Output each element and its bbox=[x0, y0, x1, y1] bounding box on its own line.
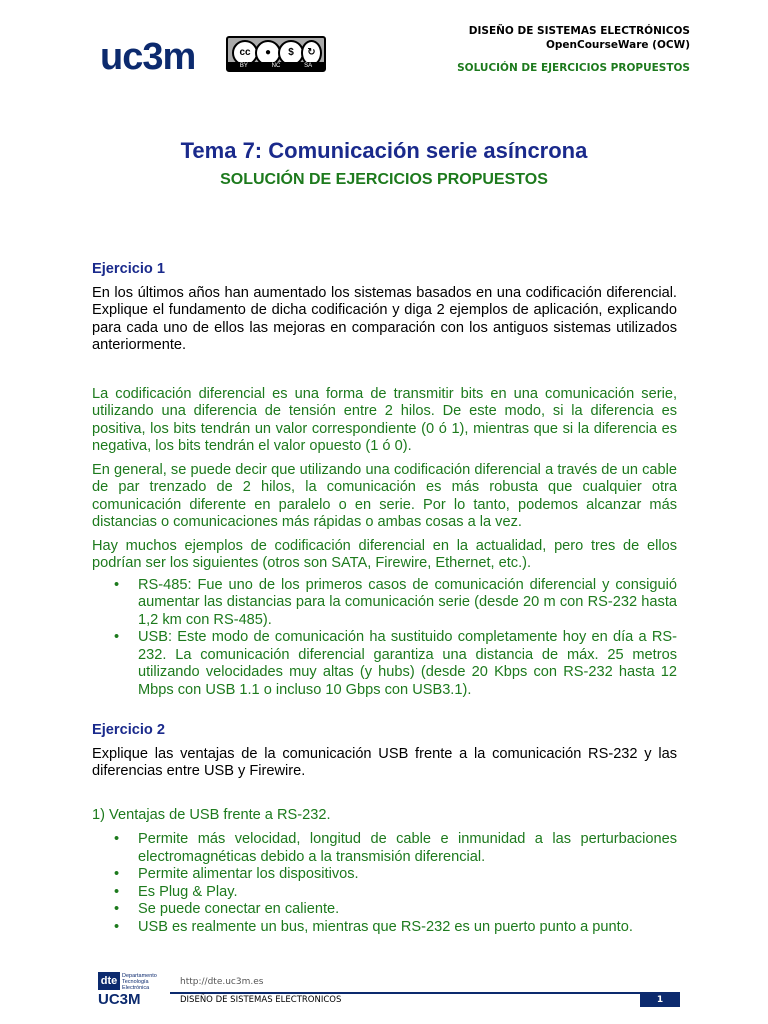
exercise2-heading: Ejercicio 2 bbox=[92, 722, 166, 738]
list-item: • USB es realmente un bus, mientras que RS-232 es un puerto punto a punto. bbox=[92, 919, 677, 937]
dept-line: Departamento bbox=[122, 973, 157, 979]
license-nc-label: NC bbox=[271, 63, 281, 69]
exercise2-question: Explique las ventajas de la comunicación USB frente a la comunicación RS-232 y las diferencias entre USB y Firewire. bbox=[92, 745, 677, 779]
uc3m-logo: uc3m bbox=[100, 36, 196, 78]
dept-line: Electrónica bbox=[122, 985, 150, 991]
exercise1-answer-paragraph-2: En general, se puede decir que utilizando una codificación diferencial a través de un cable de par trenzado de 2 hilos, la comunicación es más robusta que cualquier otra comunicación diferente en paralelo o en serie. Por lo tanto, podemos alcanzar más distancias o comunicaciones más rápidas o ambas cosas a la vez. bbox=[92, 461, 677, 530]
exercise1-heading: Ejercicio 1 bbox=[92, 261, 166, 277]
page-title: Tema 7: Comunicación serie asíncrona bbox=[180, 138, 588, 163]
list-item: • RS-485: Fue uno de los primeros casos de comunicación diferencial y consiguió aumentar las distancias para la comunicación serie (desde 20 m con RS-232 hasta 1,2 km con RS-485). bbox=[92, 577, 677, 630]
license-labels bbox=[228, 62, 324, 70]
list-item: • Permite más velocidad, longitud de cable e inmunidad a las perturbaciones electromagnéticas debido a la transmisión diferencial. bbox=[92, 831, 677, 866]
cc-icon: cc bbox=[232, 40, 258, 66]
footer-course-name: DISEÑO DE SISTEMAS ELECTRONICOS bbox=[180, 995, 342, 1005]
exercise1-answer-paragraph-1: La codificación diferencial es una forma de transmitir bits en una comunicación serie, utilizando una diferencia de tensión entre 2 hilos. De este modo, si la diferencia es positiva, los bits tendrán un valor correspondiente (0 ó 1), mientras que si la diferencia es negativa, los bits tendrán el valor opuesto (1 ó 0). bbox=[92, 385, 677, 454]
exercise1-question: En los últimos años han aumentado los sistemas basados en una codificación diferencial. Explique el fundamento de dicha codificación y diga 2 ejemplos de aplicación, explicando para cada uno de ellos las mejoras en comparación con los antiguos sistemas utilizados anteriormente. bbox=[92, 284, 677, 353]
dept-line: Tecnología bbox=[122, 979, 149, 985]
list-item: • Se puede conectar en caliente. bbox=[92, 901, 677, 919]
exercise1-examples-list bbox=[92, 577, 677, 700]
list-item: • USB: Este modo de comunicación ha sustituido completamente hoy en día a RS-232. La comunicación diferencial garantiza una distancia de máx. 25 metros utilizando velocidades muy altas (y hubs) (desde 20 Kbps con RS-232 hasta 12 Mbps con USB 1.1 o incluso 10 Gbps con USB3.1). bbox=[92, 629, 677, 699]
page-subtitle: SOLUCIÓN DE EJERCICIOS PROPUESTOS bbox=[220, 171, 548, 188]
course-title: DISEÑO DE SISTEMAS ELECTRÓNICOS bbox=[468, 25, 690, 37]
exercise1-section bbox=[92, 261, 677, 699]
ocw-label: OpenCourseWare (OCW) bbox=[545, 39, 690, 51]
creative-commons-license-badge bbox=[226, 36, 326, 72]
by-icon: ● bbox=[255, 40, 281, 66]
exercise1-answer-paragraph-3: Hay muchos ejemplos de codificación diferencial en la actualidad, pero tres de ellos podrían ser los siguientes (otros son SATA, Firewire, Ethernet, etc.). bbox=[92, 537, 677, 571]
license-by-label: BY bbox=[239, 63, 248, 69]
exercise2-advantages-list bbox=[92, 831, 677, 936]
uc3m-footer-label: UC3M bbox=[98, 991, 141, 1008]
exercise2-answer-intro: 1) Ventajas de USB frente a RS-232. bbox=[92, 806, 331, 823]
list-item: • Permite alimentar los dispositivos. bbox=[92, 866, 677, 884]
page-number: 1 bbox=[640, 993, 680, 1007]
footer-url-link[interactable]: http://dte.uc3m.es bbox=[180, 977, 264, 987]
sa-icon: ↻ bbox=[301, 40, 322, 66]
nc-icon: $ bbox=[278, 40, 304, 66]
document-type-label: SOLUCIÓN DE EJERCICIOS PROPUESTOS bbox=[457, 62, 690, 74]
list-item: • Es Plug & Play. bbox=[92, 884, 677, 902]
department-name bbox=[122, 973, 157, 991]
license-sa-label: SA bbox=[304, 63, 313, 69]
dte-logo-mark: dte bbox=[98, 972, 120, 990]
dte-uc3m-logo bbox=[98, 972, 178, 1010]
footer-divider bbox=[170, 992, 680, 994]
exercise2-section bbox=[92, 722, 677, 936]
